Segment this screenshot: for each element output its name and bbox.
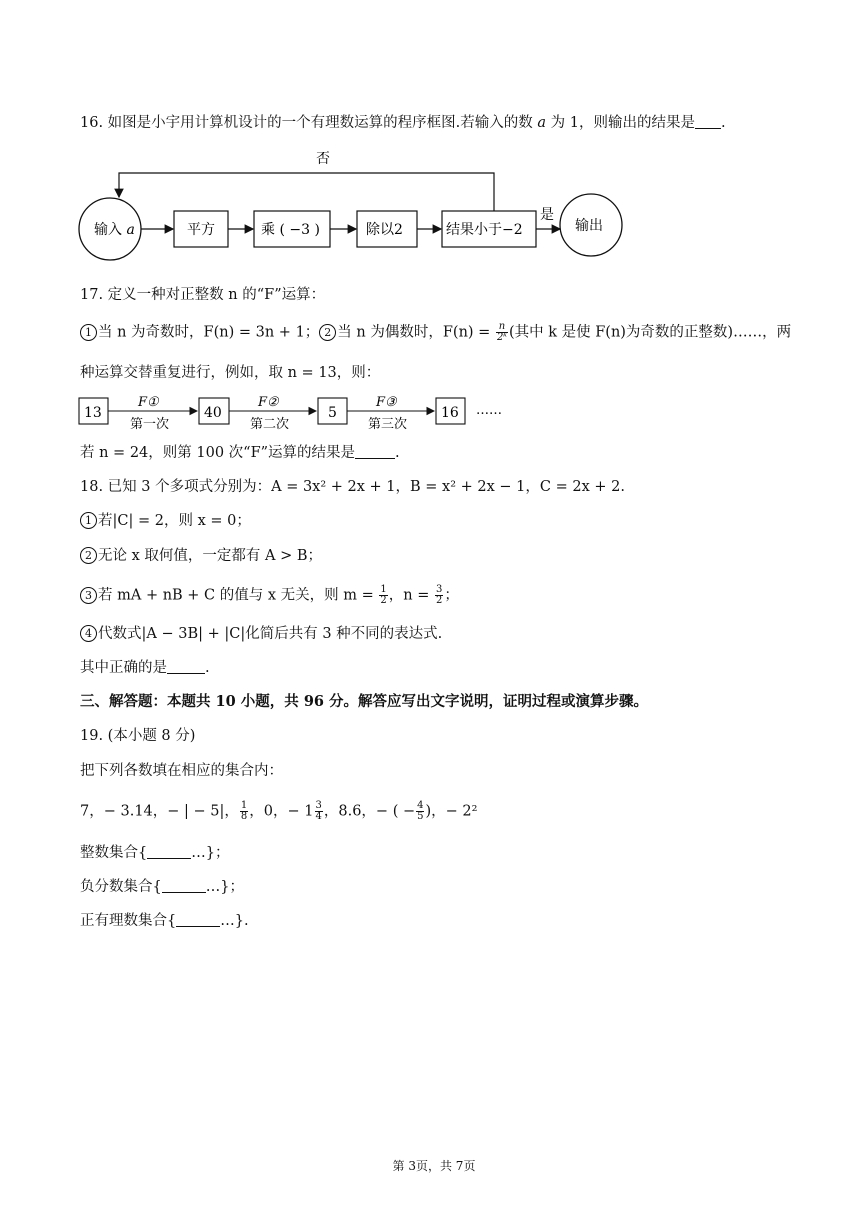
chain-value-4: 16 [441,405,459,421]
flow-output-label: 输出 [575,218,603,234]
flow-step-multiply-label: 乘 ( −3 ) [261,222,320,238]
q18-s3-fraction-2: $\frac{3}{2}$ [435,584,443,606]
q18-s4-marker: 4 [80,625,97,642]
q19-set3-blank [176,926,220,927]
flow-input-var: a [126,222,135,238]
q17-rules [80,322,791,343]
flow-step-square-label: 平方 [187,222,215,238]
chain-value-1: 13 [84,405,102,421]
q18-answer-blank [167,673,205,674]
q19-set2-tail: …}； [205,879,244,895]
q18-s1-marker: 1 [80,512,97,529]
q19-set2-label: 负分数集合{ [80,879,162,895]
q19-numbers [80,801,477,822]
q19-set3-label: 正有理数集合{ [80,913,177,929]
q19-set1-tail: …}； [191,845,230,861]
q19-nums-c: ，8.6，− ( − [323,803,416,820]
chain-time-1: 第一次 [130,417,170,432]
page-footer: 第 3页，共 7页 [392,1159,476,1173]
flow-yes-label: 是 [540,207,554,223]
q18-s3-fraction-1: $\frac{1}{2}$ [380,584,387,606]
q17-rule-cont: 种运算交替重复进行，例如，取 n = 13，则： [80,365,381,381]
q18-question [80,658,210,678]
q17-intro: 17. 定义一种对正整数 n 的“F”运算： [80,287,326,303]
q18-statement-4 [80,624,442,644]
q18-statement-2 [80,546,322,566]
q16-text-end: . [721,115,726,131]
flow-step-divide-label: 除以2 [366,222,403,238]
chain-time-2: 第二次 [250,417,290,432]
q18-statement-1 [80,511,251,531]
chain-time-3: 第三次 [368,417,408,432]
q18-s2-marker: 2 [80,547,97,564]
q18-s3-marker: 3 [80,587,97,604]
chain-op-1: F① [138,395,159,410]
q17-question-text: 若 n = 24，则第 100 次“F”运算的结果是 [80,445,356,461]
q16-answer-blank [695,128,721,129]
q19-nums-b: ，0，− 1 [249,803,314,820]
q18-s3-text-a: 若 mA + nB + C 的值与 x 无关，则 m = [98,587,379,604]
q16-flowchart [76,143,636,263]
q17-rule2-fraction: $\frac{n}{\text{2ᵏ}}$ [496,321,507,343]
q17-chain-diagram [78,392,518,436]
q17-rule1-marker: 1 [80,324,97,341]
q17-rule2-a: 当 n 为偶数时，F(n) = [337,324,495,341]
q19-set3-tail: …}. [220,913,249,929]
q16-text-b: 为 1，则输出的结果是 [546,115,695,131]
q17-answer-blank [355,458,395,459]
chain-op-2: F② [258,395,279,410]
q18-s3-text-c: ； [444,587,459,604]
flow-loop-line [119,173,494,211]
q16-var-a: a [537,115,547,131]
q17-rule2-marker: 2 [319,324,336,341]
q19-header: 19. (本小题 8 分) [80,728,196,744]
q18-s3-text-b: ，n = [388,587,434,604]
flow-no-label: 否 [316,151,330,167]
svg-text:输入 a [94,222,135,238]
q19-fraction-2: $\frac{3}{4}$ [315,800,322,822]
section-3-heading: 三、解答题：本题共 10 小题，共 96 分。解答应写出文字说明，证明过程或演算步骤。 [80,693,649,710]
q19-instruction: 把下列各数填在相应的集合内： [80,763,283,779]
chain-ellipsis: …… [476,403,502,418]
q18-s1-text: 若|C| = 2，则 x = 0； [98,513,251,529]
chain-value-3: 5 [328,405,337,421]
q19-set-positive-rationals [80,911,249,931]
q19-nums-d: )，− 2² [425,803,478,820]
q17-question-end: . [395,445,400,461]
q19-fraction-1: $\frac{1}{8}$ [240,800,248,822]
q18-question-end: . [205,660,210,676]
q17-question [80,443,400,463]
q16-text-a: 16. 如图是小宇用计算机设计的一个有理数运算的程序框图.若输入的数 [80,115,538,131]
q18-statement-3 [80,585,459,606]
q18-question-text: 其中正确的是 [80,660,167,676]
chain-value-2: 40 [204,405,222,421]
q16-stem [80,113,726,133]
flow-condition-label: 结果小于−2 [446,222,523,238]
q19-set2-blank [162,892,206,893]
q17-rule1: 当 n 为奇数时，F(n) = 3n + 1； [98,324,320,341]
q19-set1-blank [147,858,191,859]
q18-intro: 18. 已知 3 个多项式分别为：A = 3x² + 2x + 1，B = x² + 2x − 1，C = 2x + 2. [80,479,625,495]
q18-s2-text: 无论 x 取何值，一定都有 A > B； [98,548,322,564]
q19-fraction-3: $\frac{4}{5}$ [417,800,424,822]
q17-rule2-b: (其中 k 是使 F(n)为奇数的正整数)……，两 [508,324,792,341]
chain-op-3: F③ [376,395,397,410]
q19-set-integers [80,843,229,863]
q19-set-negative-fractions [80,877,244,897]
q19-nums-a: 7，− 3.14，− | − 5|， [80,803,239,820]
q19-set1-label: 整数集合{ [80,845,148,861]
flow-input-label: 输入 [94,222,122,238]
q18-s4-text: 代数式|A − 3B| + |C|化简后共有 3 种不同的表达式. [98,626,443,642]
